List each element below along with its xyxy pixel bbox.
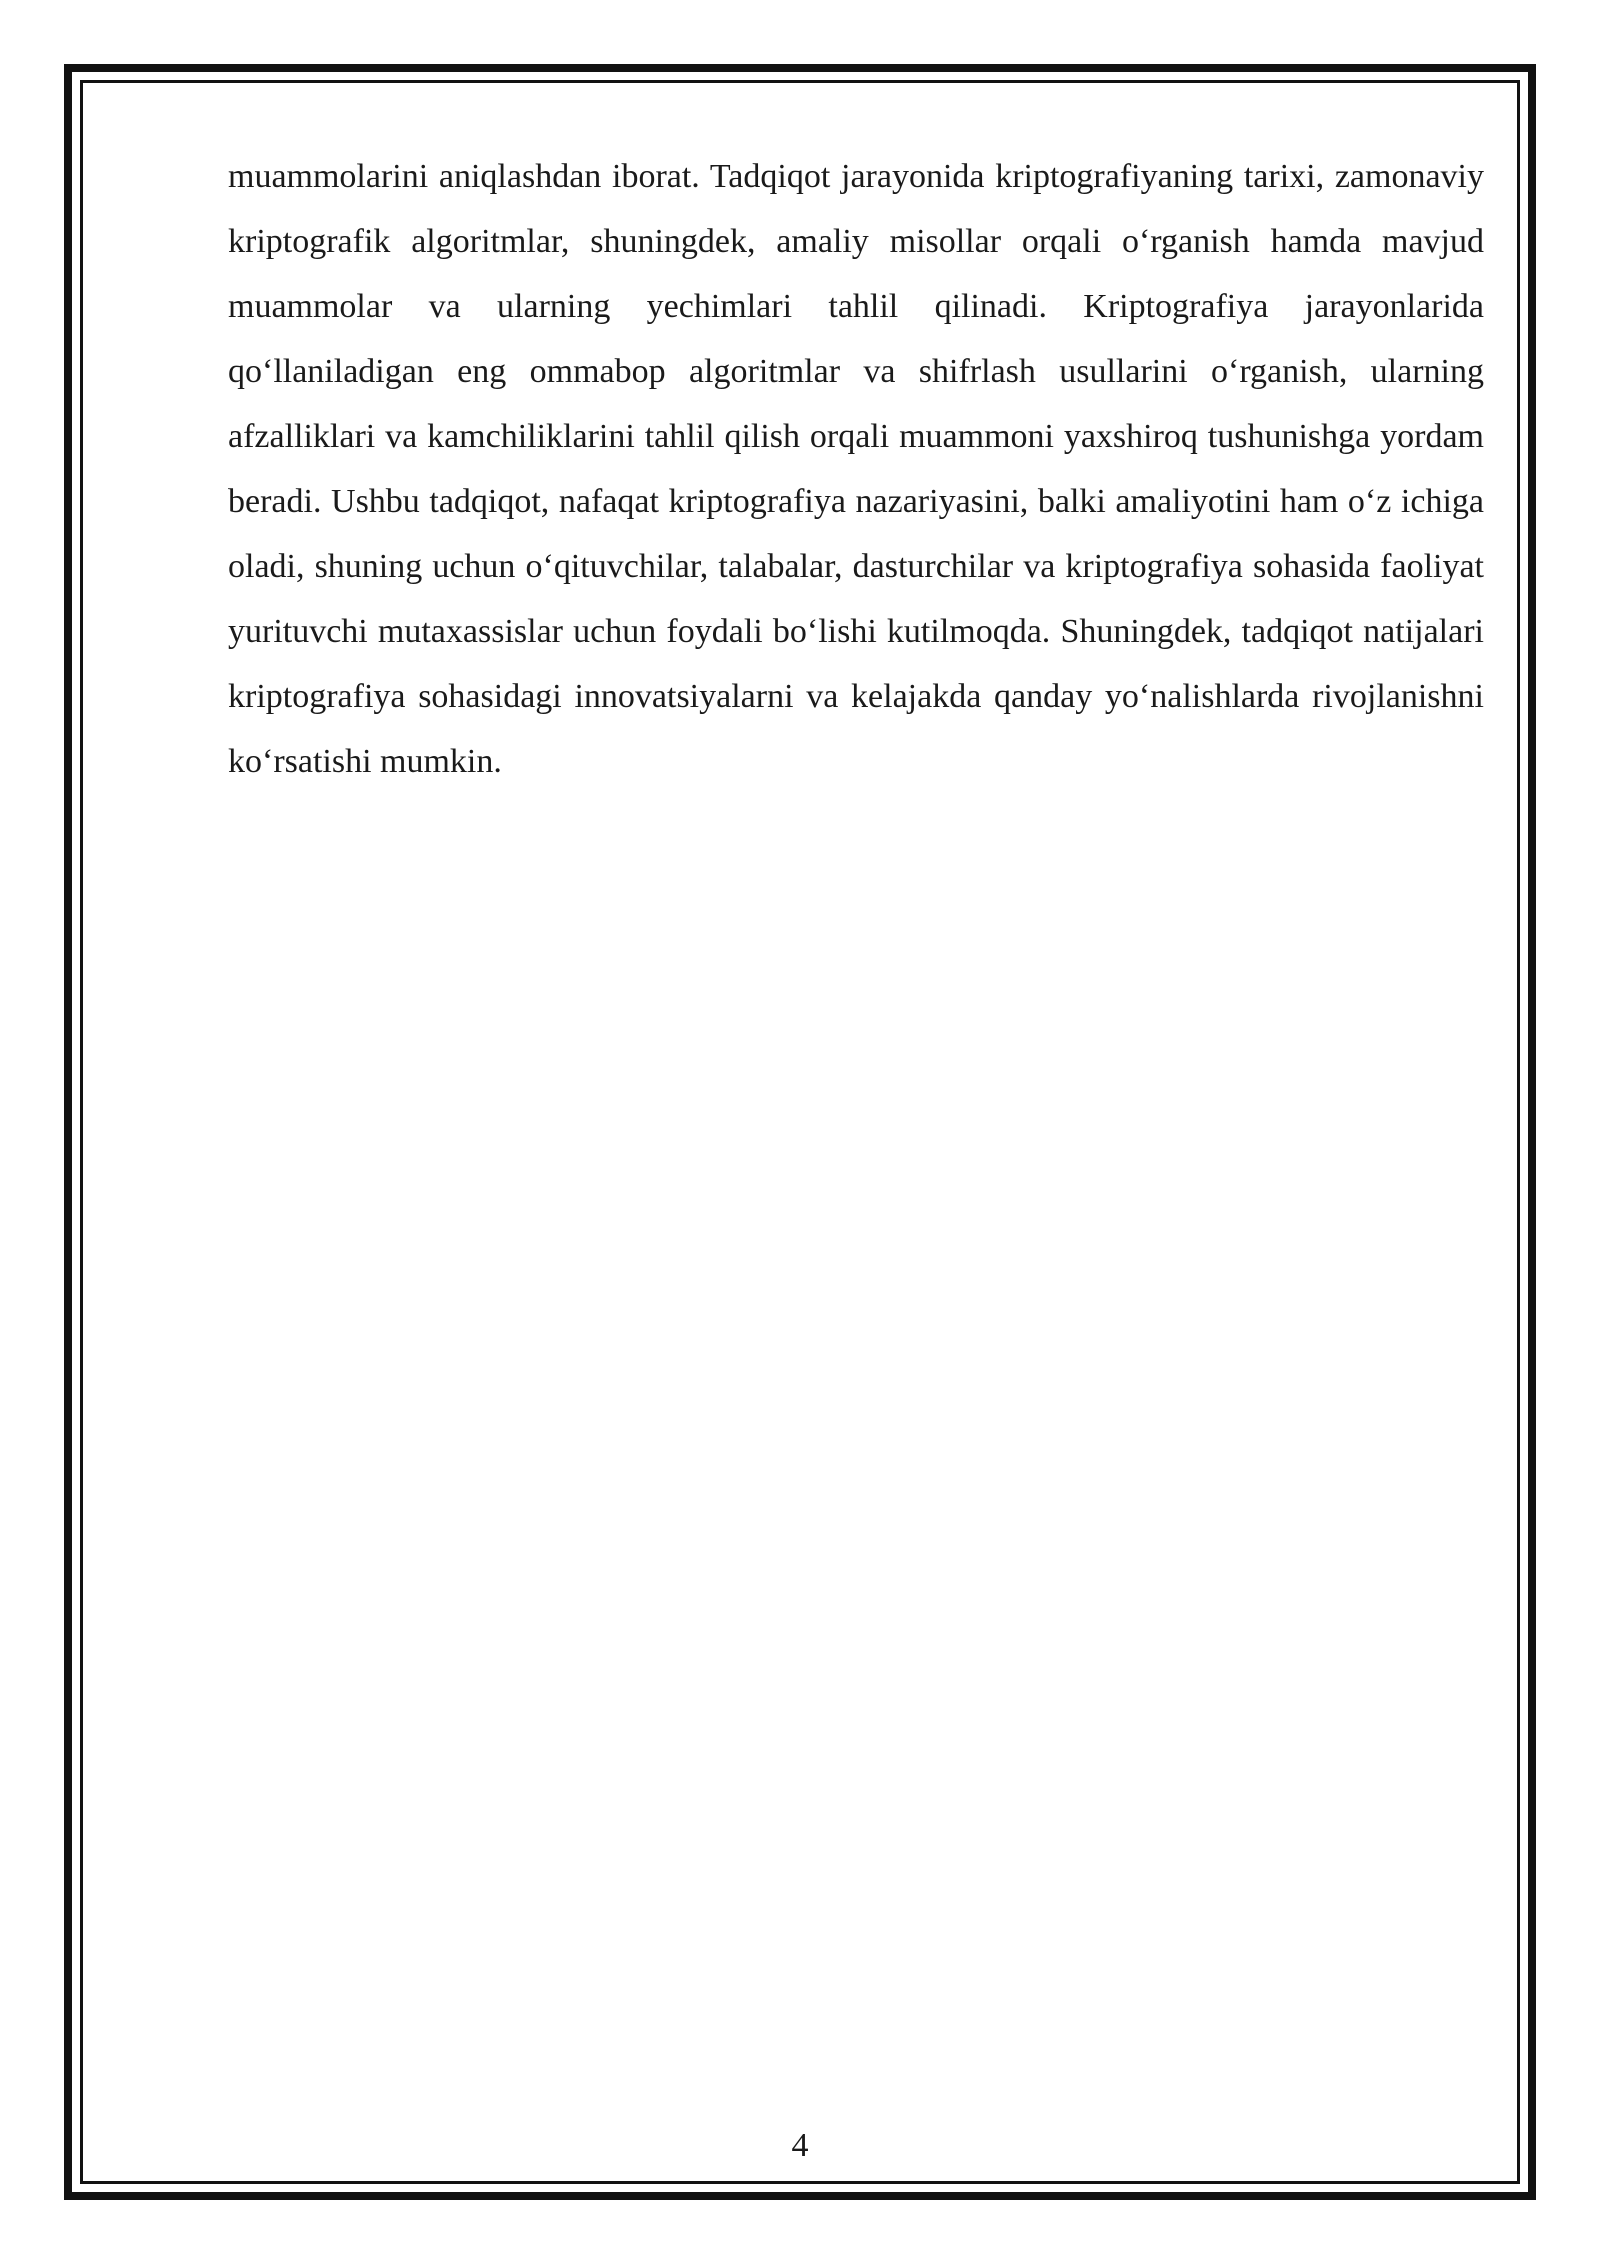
body-paragraph: muammolarini aniqlashdan iborat. Tadqiqot jarayonida kriptografiyaning tarixi, zamonaviy kriptografik algoritmlar, shuningdek, amaliy misollar orqali o‘rganish hamda mavjud muammolar va ularning yechimlari tahlil qilinadi. Kriptografiya jarayonlarida qo‘llaniladigan eng ommabop algoritmlar va shifrlash usullarini o‘rganish, ularning afzalliklari va kamchiliklarini tahlil qilish orqali muammoni yaxshiroq tushunishga yordam beradi. Ushbu tadqiqot, nafaqat kriptografiya nazariyasini, balki amaliyotini ham o‘z ichiga oladi, shuning uchun o‘qituvchilar, talabalar, dasturchilar va kriptografiya sohasida faoliyat yurituvchi mutaxassislar uchun foydali bo‘lishi kutilmoqda. Shuningdek, tadqiqot natijalari kriptografiya sohasidagi innovatsiyalarni va kelajakda qanday yo‘nalishlarda rivojlanishni ko‘rsatishi mumkin. <box>228 158 1484 780</box>
page-number: 4 <box>791 2127 809 2164</box>
